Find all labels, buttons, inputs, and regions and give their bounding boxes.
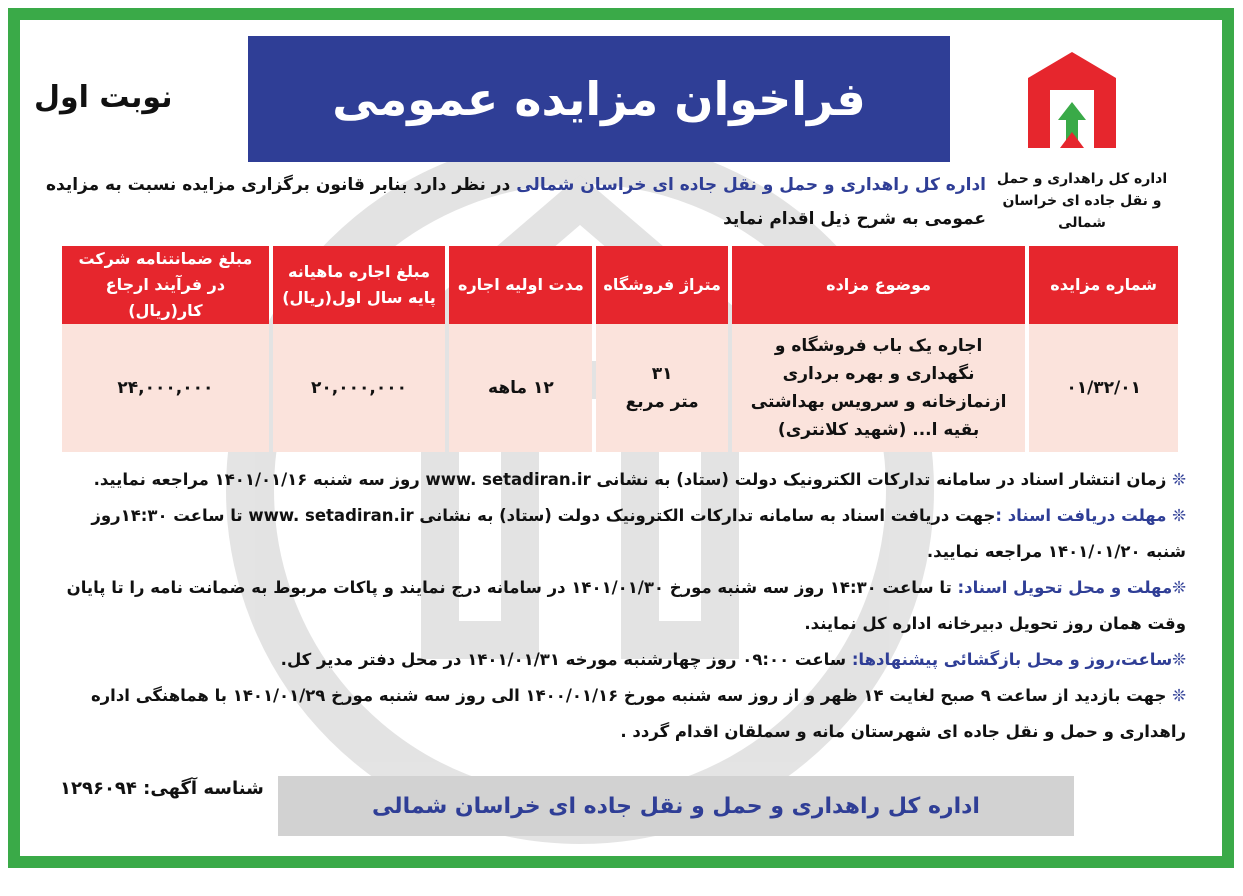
notes-section: [60, 462, 1186, 750]
cell-area-value: ۳۱: [651, 364, 673, 384]
note-item: ❊ساعت،روز و محل بازگشائی پیشنهادها: ساعت ۰۹:۰۰ روز چهارشنبه مورخه ۱۴۰۱/۰۱/۳۱ در محل دفتر مدیر کل.: [280, 650, 1186, 669]
intro-text: در نظر دارد بنابر قانون برگزاری مزایده نسبت به مزایده عمومی به شرح ذیل اقدام نماید: [45, 175, 986, 229]
cell-rent: ۲۰,۰۰۰,۰۰۰: [273, 324, 446, 452]
cell-area-unit: متر مربع: [625, 392, 699, 412]
cell-area: [596, 324, 727, 452]
cell-number: ۰۱/۳۲/۰۱: [1029, 324, 1178, 452]
note-item: ❊مهلت و محل تحویل اسناد: تا ساعت ۱۴:۳۰ روز سه شنبه مورخ ۱۴۰۱/۰۱/۳۰ در سامانه درج نمایند و پاکات مربوط به ضمانت نامه را تا پایان وقت همان روز تحویل دبیرخانه اداره کل نمایند.: [66, 578, 1186, 633]
asterisk-icon: ❊: [1166, 506, 1186, 525]
auction-table: [58, 246, 1182, 452]
cell-guarantee: ۲۴,۰۰۰,۰۰۰: [62, 324, 269, 452]
round-label: نوبت اول: [34, 80, 173, 115]
logo-org-name: اداره کل راهداری و حمل و نقل جاده ای خراسان شمالی: [996, 171, 1168, 231]
header-duration: مدت اولیه اجاره: [449, 246, 592, 324]
note-item: ❊ مهلت دریافت اسناد :جهت دریافت اسناد به سامانه تدارکات الکترونیک دولت (ستاد) به نشانی www. setadiran.ir تا ساعت ۱۴:۳۰روز شنبه ۱۴۰۱/۰۱/۲۰ مراجعه نمایید.: [91, 506, 1186, 561]
header-subject: موضوع مزاده: [732, 246, 1025, 324]
header-number: شماره مزایده: [1029, 246, 1178, 324]
road-org-logo-icon: [1020, 48, 1124, 152]
asterisk-icon: ❊: [1172, 650, 1186, 669]
footer-org-bar: [278, 776, 1074, 836]
ad-frame: [8, 8, 1234, 868]
asterisk-icon: ❊: [1166, 470, 1186, 489]
cell-subject: اجاره یک باب فروشگاه و نگهداری و بهره برداری ازنمازخانه و سرویس بهداشتی بقیه ا... (شهید کلانتری): [732, 324, 1025, 452]
asterisk-icon: ❊: [1166, 686, 1186, 705]
note-item: ❊ جهت بازدید از ساعت ۹ صبح لغایت ۱۴ ظهر و از روز سه شنبه مورخ ۱۴۰۰/۰۱/۱۶ الی روز سه شنبه مورخ ۱۴۰۱/۰۱/۲۹ با هماهنگی اداره راهداری و حمل و نقل جاده ای شهرستان مانه و سملقان اقدام گردد .: [90, 686, 1186, 741]
ad-identifier: شناسه آگهی: ۱۲۹۶۰۹۴: [60, 778, 264, 799]
note-item: ❊ زمان انتشار اسناد در سامانه تدارکات الکترونیک دولت (ستاد) به نشانی www. setadiran.ir روز سه شنبه ۱۴۰۱/۰۱/۱۶ مراجعه نمایید.: [93, 470, 1186, 489]
cell-duration: ۱۲ ماهه: [449, 324, 592, 452]
intro-org: اداره کل راهداری و حمل و نقل جاده ای خراسان شمالی: [516, 175, 986, 195]
page-title: فراخوان مزایده عمومی: [248, 36, 950, 162]
header-rent: مبلغ اجاره ماهیانه پایه سال اول(ریال): [273, 246, 446, 324]
asterisk-icon: ❊: [1172, 578, 1186, 597]
footer-org: اداره کل راهداری و حمل و نقل جاده ای خراسان شمالی: [372, 793, 980, 819]
header-guarantee: مبلغ ضمانتنامه شرکت در فرآیند ارجاع کار(ریال): [62, 246, 269, 324]
table-row: [62, 324, 1178, 452]
intro-paragraph: [38, 168, 986, 236]
table-header-row: [62, 246, 1178, 324]
header-area: متراژ فروشگاه: [596, 246, 727, 324]
